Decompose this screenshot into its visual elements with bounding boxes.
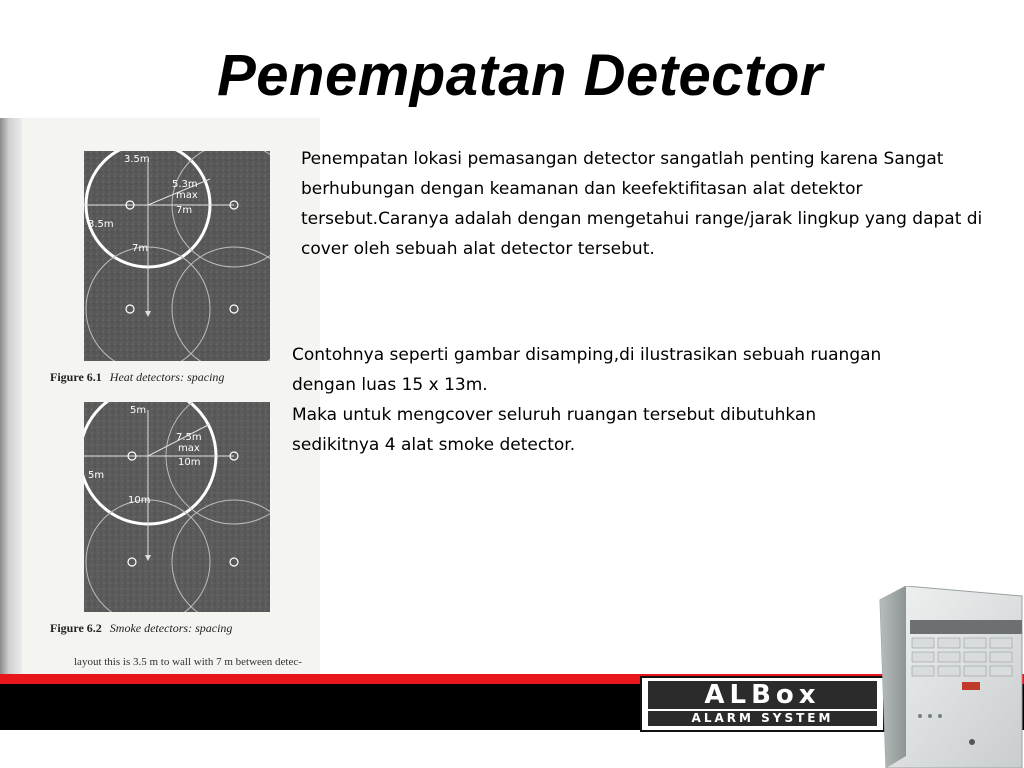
fig1-label: 5.3m (172, 179, 198, 190)
fig1-label: max (176, 190, 198, 201)
fig2-label: 5m (130, 405, 147, 416)
alarm-control-panel-image (876, 586, 1024, 768)
figure-1-number: Figure 6.1 (50, 370, 102, 384)
logo-brand-text: ALBox (648, 681, 877, 709)
smoke-detector-diagram (84, 402, 270, 612)
fig2-label: 7.5m (176, 432, 202, 443)
example-line: Contohnya seperti gambar disamping,di ilustrasikan sebuah ruangan (292, 345, 882, 365)
example-line: sedikitnya 4 alat smoke detector. (292, 435, 576, 455)
fig2-label: 10m (178, 457, 201, 468)
scan-page-edge (0, 118, 22, 678)
fig2-label: max (178, 443, 200, 454)
figure-1-text: Heat detectors: spacing (109, 370, 225, 384)
heat-detector-figure (84, 151, 270, 361)
fig2-label: 5m (88, 470, 105, 481)
albox-logo (640, 676, 885, 732)
smoke-detector-figure (84, 402, 270, 612)
figure-2-caption (50, 621, 232, 636)
heat-detector-diagram (84, 151, 270, 361)
example-paragraph (292, 340, 1012, 460)
fig1-label: 7m (176, 205, 193, 216)
figure-2-text: Smoke detectors: spacing (109, 621, 233, 635)
figure-2-number: Figure 6.2 (50, 621, 102, 635)
figure-1-caption (50, 370, 224, 385)
fig1-label: 3.5m (124, 154, 150, 165)
scan-footer-text: layout this is 3.5 m to wall with 7 m between detec- (74, 656, 302, 668)
logo-sub-text: ALARM SYSTEM (648, 711, 877, 726)
fig1-label: 3.5m (88, 219, 114, 230)
fig2-label: 10m (128, 495, 151, 506)
slide-title: Penempatan Detector (217, 43, 823, 108)
example-line: Maka untuk mengcover seluruh ruangan tersebut dibutuhkan (292, 405, 817, 425)
example-line: dengan luas 15 x 13m. (292, 375, 488, 395)
fig1-label: 7m (132, 243, 149, 254)
intro-paragraph: Penempatan lokasi pemasangan detector sangatlah penting karena Sangat berhubungan dengan keamanan dan keefektifitasan alat detektor tersebut.Caranya adalah dengan mengetahui range/jarak lingkup yang dapat di cover oleh sebuah alat detector tersebut. (301, 149, 983, 259)
